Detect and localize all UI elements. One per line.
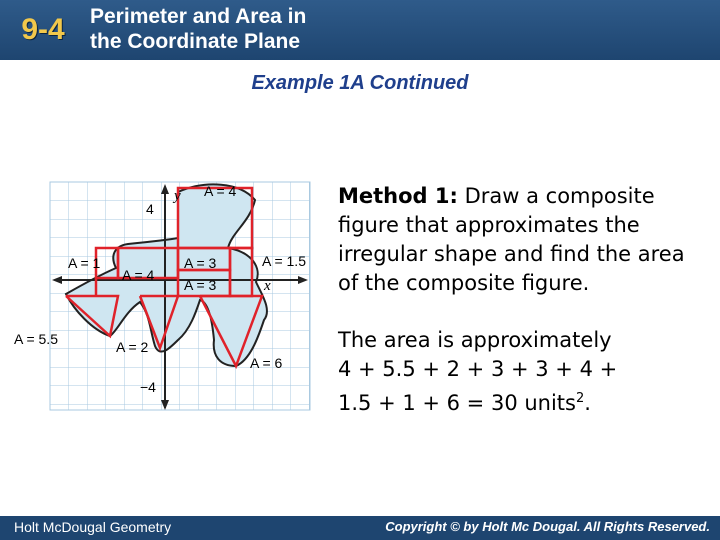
label-a4-top: A = 4: [204, 183, 237, 199]
area-line-1: The area is approximately: [338, 328, 612, 352]
tick-y-bottom: −4: [140, 379, 156, 395]
area-line-3: [338, 384, 708, 418]
label-a15: A = 1.5: [262, 253, 306, 269]
title-line-1: Perimeter and Area in: [90, 5, 307, 28]
label-a1: A = 1: [68, 255, 101, 271]
area-calculation: [338, 326, 708, 418]
header-bar: [0, 0, 720, 60]
area-line-3-text: 1.5 + 1 + 6 = 30 units: [338, 391, 576, 415]
label-a2: A = 2: [116, 339, 149, 355]
method-text: Draw a composite figure that approximates the irregular shape and find the area of the composite figure.: [338, 184, 685, 295]
footer-publisher: Holt McDougal Geometry: [14, 519, 172, 535]
title-line-2: the Coordinate Plane: [90, 30, 301, 53]
lesson-title: [90, 4, 306, 54]
composite-figure-graph: [0, 170, 330, 420]
label-a4-mid: A = 4: [122, 267, 155, 283]
label-a6: A = 6: [250, 355, 283, 371]
lesson-badge: 9-4: [21, 13, 65, 46]
axis-label-x: x: [264, 278, 271, 294]
label-a3-lower: A = 3: [184, 277, 217, 293]
area-line-2: 4 + 5.5 + 2 + 3 + 3 + 4 +: [338, 357, 618, 381]
area-period: .: [584, 391, 591, 415]
area-exponent: 2: [575, 391, 585, 406]
footer-bar: [0, 516, 720, 540]
method-label: Method 1:: [338, 184, 458, 208]
method-description: [338, 182, 708, 298]
footer-copyright: Copyright © by Holt Mc Dougal. All Rights Reserved.: [385, 519, 710, 534]
axis-label-y: y: [174, 188, 181, 204]
example-subtitle: Example 1A Continued: [251, 72, 469, 94]
tick-y-top: 4: [146, 201, 154, 217]
label-a3-upper: A = 3: [184, 255, 217, 271]
label-a55: A = 5.5: [14, 331, 58, 347]
